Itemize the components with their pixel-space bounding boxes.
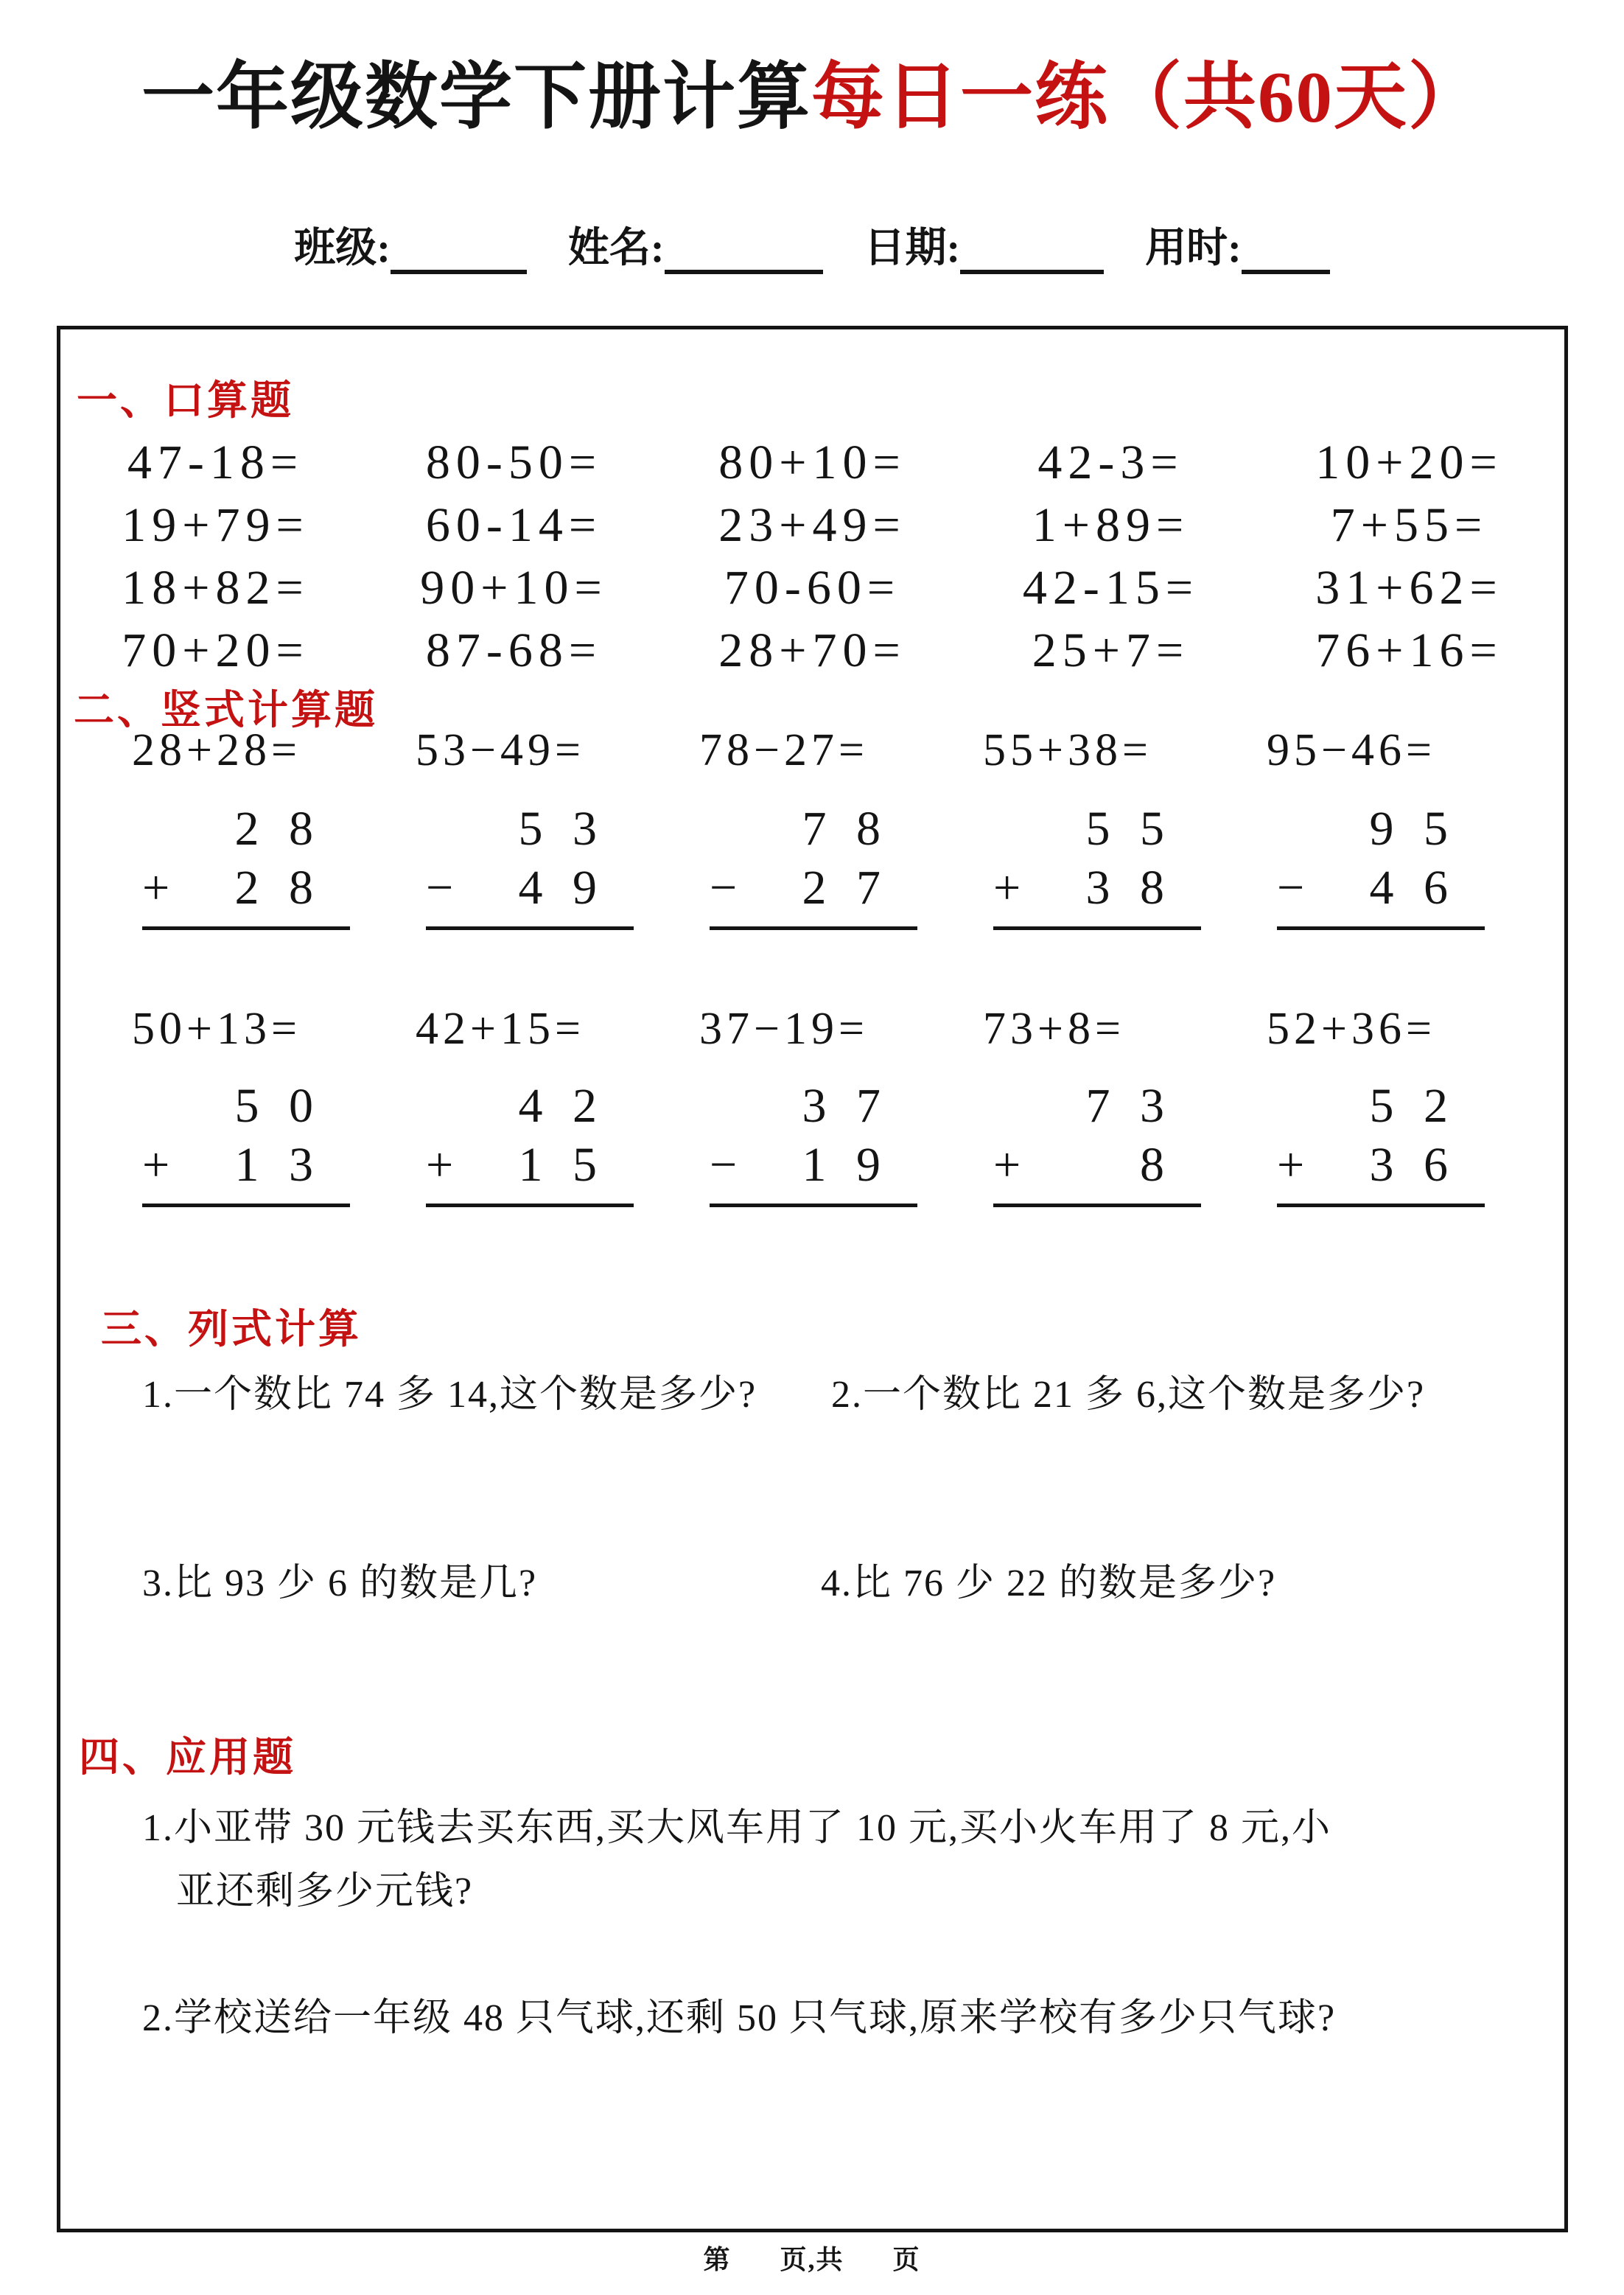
vertical-top-number: 7 8 — [802, 802, 881, 856]
vertical-equation: 50+13= — [132, 1004, 301, 1054]
vertical-equation: 28+28= — [132, 725, 301, 775]
vertical-bottom-number: 1 5 — [518, 1138, 597, 1192]
section-heading-expressions: 三、列式计算 — [101, 1307, 363, 1352]
vertical-equation-row-1 — [132, 724, 1550, 777]
vertical-equation: 73+8= — [983, 1004, 1125, 1054]
vertical-bottom-number: 2 8 — [234, 861, 313, 915]
vertical-equation: 42+15= — [416, 1004, 585, 1054]
operator-sign: + — [993, 1138, 1021, 1192]
operator-sign: + — [142, 861, 170, 915]
page-number-footer: 第 页,共 页 — [703, 2245, 921, 2274]
vertical-bottom-number: 2 7 — [802, 861, 881, 915]
vertical-equation: 78−27= — [699, 725, 869, 775]
vertical-top-number: 9 5 — [1369, 802, 1448, 856]
expression-problem-2: 2.一个数比 21 多 6,这个数是多少? — [831, 1374, 1426, 1416]
operator-sign: − — [710, 1138, 738, 1192]
vertical-top-number: 5 2 — [1369, 1079, 1448, 1133]
vertical-equation: 37−19= — [699, 1004, 869, 1054]
answer-line — [1277, 1204, 1485, 1207]
date-blank-line — [960, 227, 1104, 274]
oral-problem: 90+10= — [420, 561, 608, 615]
vertical-problem — [710, 1077, 917, 1207]
operator-sign: − — [710, 861, 738, 915]
vertical-bottom-number: 3 8 — [1085, 861, 1164, 915]
vertical-top-number: 4 2 — [518, 1079, 597, 1133]
oral-problem: 76+16= — [1315, 623, 1503, 677]
vertical-problem — [710, 800, 917, 930]
oral-problem: 18+82= — [122, 561, 309, 615]
section-heading-oral: 一、口算题 — [77, 378, 295, 423]
vertical-bottom-number: 4 6 — [1369, 861, 1448, 915]
answer-line — [426, 1204, 634, 1207]
vertical-problems-row-1 — [142, 800, 1561, 930]
time-label: 用时: — [1145, 226, 1242, 271]
oral-problem: 31+62= — [1315, 561, 1503, 615]
vertical-bottom-number: 3 6 — [1369, 1138, 1448, 1192]
vertical-problems-row-2 — [142, 1077, 1561, 1207]
vertical-problem — [142, 1077, 350, 1207]
answer-line — [710, 1204, 917, 1207]
class-label: 班级: — [294, 226, 391, 271]
oral-problem: 80-50= — [425, 436, 603, 489]
date-label: 日期: — [864, 226, 961, 271]
oral-problem: 10+20= — [1315, 436, 1503, 489]
oral-problem: 19+79= — [122, 498, 309, 552]
answer-line — [1277, 926, 1485, 930]
vertical-top-number: 5 3 — [518, 802, 597, 856]
vertical-top-number: 7 3 — [1085, 1079, 1164, 1133]
oral-problem: 87-68= — [425, 623, 603, 677]
operator-sign: − — [1277, 861, 1305, 915]
answer-line — [142, 926, 350, 930]
answer-line — [993, 1204, 1201, 1207]
vertical-top-number: 5 0 — [234, 1079, 313, 1133]
expression-problem-1: 1.一个数比 74 多 14,这个数是多少? — [142, 1374, 757, 1416]
oral-problem: 47-18= — [127, 436, 304, 489]
vertical-bottom-number: 8 — [1140, 1138, 1164, 1192]
vertical-problem — [1277, 1077, 1485, 1207]
operator-sign: + — [426, 1138, 454, 1192]
vertical-equation: 55+38= — [983, 725, 1152, 775]
page-title-black: 一年级数学下册计算 — [141, 57, 811, 138]
section-heading-word-problems: 四、应用题 — [79, 1735, 297, 1780]
vertical-equation: 52+36= — [1267, 1004, 1436, 1054]
oral-problem: 70+20= — [122, 623, 309, 677]
word-problem-2: 2.学校送给一年级 48 只气球,还剩 50 只气球,原来学校有多少只气球? — [142, 1997, 1337, 2039]
vertical-equation-row-2 — [132, 1003, 1550, 1055]
vertical-problem — [142, 800, 350, 930]
oral-problem: 42-15= — [1022, 561, 1200, 615]
oral-problem: 70-60= — [724, 561, 901, 615]
oral-problem: 60-14= — [425, 498, 603, 552]
vertical-top-number: 5 5 — [1085, 802, 1164, 856]
page-title — [0, 38, 1624, 143]
vertical-equation: 53−49= — [416, 725, 585, 775]
worksheet-frame — [57, 326, 1568, 2232]
vertical-top-number: 2 8 — [234, 802, 313, 856]
oral-problem: 28+70= — [718, 623, 906, 677]
vertical-top-number: 3 7 — [802, 1079, 881, 1133]
vertical-problem — [993, 1077, 1201, 1207]
page-title-red: 每日一练（共60天） — [811, 57, 1483, 138]
time-blank-line — [1242, 227, 1330, 274]
word-problem-1-line-1: 1.小亚带 30 元钱去买东西,买大风车用了 10 元,买小火车用了 8 元,小 — [142, 1807, 1332, 1849]
expression-problem-4: 4.比 76 少 22 的数是多少? — [821, 1562, 1277, 1604]
oral-problem: 1+89= — [1032, 498, 1190, 552]
oral-problem: 23+49= — [718, 498, 906, 552]
oral-problem: 25+7= — [1032, 623, 1190, 677]
answer-line — [993, 926, 1201, 930]
answer-line — [710, 926, 917, 930]
operator-sign: + — [1277, 1138, 1305, 1192]
vertical-problem — [426, 800, 634, 930]
operator-sign: − — [426, 861, 454, 915]
expression-problem-3: 3.比 93 少 6 的数是几? — [142, 1562, 538, 1604]
section-heading-vertical: 二、竖式计算题 — [74, 688, 379, 733]
vertical-bottom-number: 1 9 — [802, 1138, 881, 1192]
vertical-bottom-number: 4 9 — [518, 861, 597, 915]
name-label: 姓名: — [567, 226, 665, 271]
answer-line — [426, 926, 634, 930]
answer-line — [142, 1204, 350, 1207]
oral-problem: 42-3= — [1037, 436, 1184, 489]
name-blank-line — [665, 227, 823, 274]
operator-sign: + — [142, 1138, 170, 1192]
operator-sign: + — [993, 861, 1021, 915]
oral-problems-grid — [66, 431, 1558, 682]
word-problem-1-line-2: 亚还剩多少元钱? — [176, 1870, 474, 1913]
vertical-problem — [993, 800, 1201, 930]
oral-problem: 80+10= — [718, 436, 906, 489]
class-blank-line — [391, 227, 527, 274]
oral-problem: 7+55= — [1330, 498, 1488, 552]
vertical-bottom-number: 1 3 — [234, 1138, 313, 1192]
student-info-line — [0, 215, 1624, 274]
vertical-problem — [1277, 800, 1485, 930]
vertical-equation: 95−46= — [1267, 725, 1436, 775]
vertical-problem — [426, 1077, 634, 1207]
